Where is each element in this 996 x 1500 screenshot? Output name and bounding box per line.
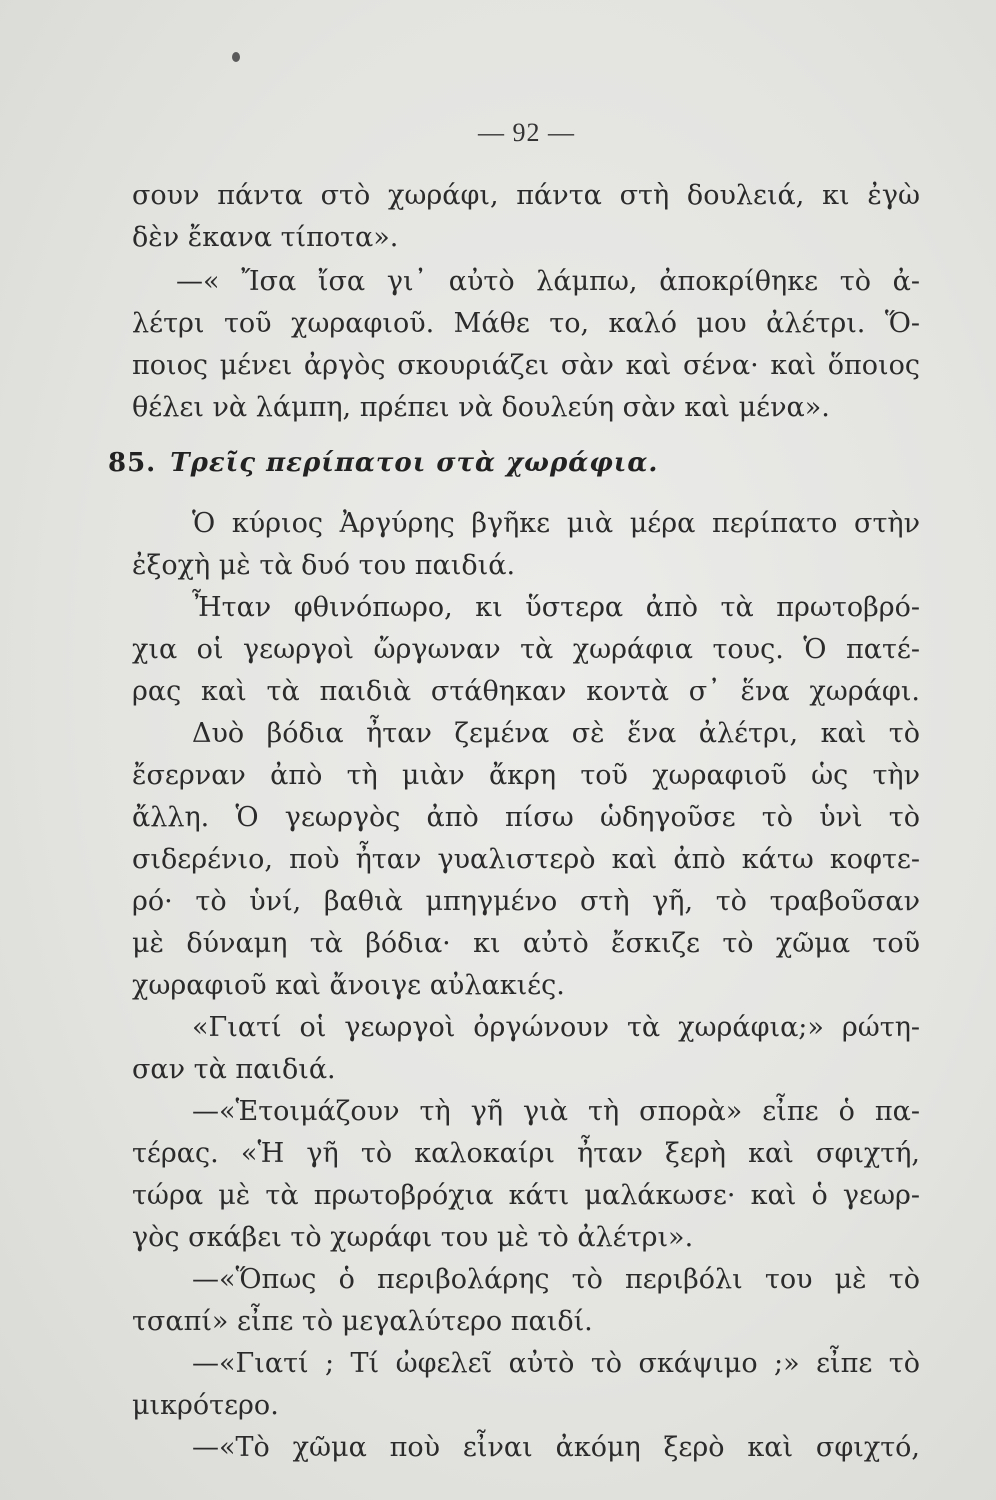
text-line: Δυὸ βόδια ἦταν ζεμένα σὲ ἕνα ἀλέτρι, καὶ τὸ	[192, 718, 920, 749]
text-line: Ἦταν φθινόπωρο, κι ὕστερα ἀπὸ τὰ πρωτοβρό-	[192, 592, 920, 623]
text-line: μικρότερο.	[132, 1390, 279, 1421]
section-title: Τρεῖς περίπατοι στὰ χωράφια.	[170, 448, 659, 478]
section-number: 85.	[108, 448, 157, 478]
text-line: σαν τὰ παιδιά.	[132, 1054, 336, 1085]
text-line: «Γιατί οἱ γεωργοὶ ὀργώνουν τὰ χωράφια;» ρώτη-	[192, 1012, 920, 1043]
text-line: ἄλλη. Ὁ γεωργὸς ἀπὸ πίσω ὡδηγοῦσε τὸ ὑνὶ τὸ	[132, 802, 920, 833]
text-line: —«Γιατί ; Τί ὠφελεῖ αὐτὸ τὸ σκάψιμο ;» εἶπε τὸ	[192, 1348, 920, 1379]
text-line: χωραφιοῦ καὶ ἄνοιγε αὐλακιές.	[132, 970, 565, 1001]
text-line: τσαπί» εἶπε τὸ μεγαλύτερο παιδί.	[132, 1306, 593, 1337]
text-line: λέτρι τοῦ χωραφιοῦ. Μάθε το, καλό μου ἀλέτρι. Ὅ-	[132, 308, 920, 339]
text-line: Ὁ κύριος Ἀργύρης βγῆκε μιὰ μέρα περίπατο στὴν	[192, 508, 920, 539]
text-line: —«Ἑτοιμάζουν τὴ γῆ γιὰ τὴ σπορὰ» εἶπε ὁ πα-	[192, 1096, 920, 1127]
text-line: γὸς σκάβει τὸ χωράφι του μὲ τὸ ἀλέτρι».	[132, 1222, 694, 1253]
text-line: σιδερένιο, ποὺ ἦταν γυαλιστερὸ καὶ ἀπὸ κάτω κοφτε-	[132, 844, 920, 875]
text-line: ἔσερναν ἀπὸ τὴ μιὰν ἄκρη τοῦ χωραφιοῦ ὡς τὴν	[132, 760, 920, 791]
text-line: δὲν ἔκανα τίποτα».	[132, 222, 399, 253]
section-heading	[108, 448, 658, 478]
text-line: μὲ δύναμη τὰ βόδια· κι αὐτὸ ἔσκιζε τὸ χῶμα τοῦ	[132, 928, 920, 959]
text-line: χια οἱ γεωργοὶ ὤργωναν τὰ χωράφια τους. Ὁ πατέ-	[132, 634, 920, 665]
text-line: ποιος μένει ἀργὸς σκουριάζει σὰν καὶ σένα· καὶ ὅποιος	[132, 350, 920, 381]
text-line: τέρας. «Ἡ γῆ τὸ καλοκαίρι ἦταν ξερὴ καὶ σφιχτή,	[132, 1138, 920, 1169]
page-number: — 92 —	[478, 118, 575, 147]
text-line: ρό· τὸ ὑνί, βαθιὰ μπηγμένο στὴ γῆ, τὸ τραβοῦσαν	[132, 886, 920, 917]
ink-spot	[232, 52, 240, 62]
text-line: σουν πάντα στὸ χωράφι, πάντα στὴ δουλειά, κι ἐγὼ	[132, 180, 920, 211]
text-line: ἐξοχὴ μὲ τὰ δυό του παιδιά.	[132, 550, 516, 581]
text-line: θέλει νὰ λάμπη, πρέπει νὰ δουλεύη σὰν καὶ μένα».	[132, 392, 830, 423]
text-line: —« Ἴσα ἴσα γι᾽ αὐτὸ λάμπω, ἀποκρίθηκε τὸ ἀ-	[176, 266, 920, 297]
text-line: τώρα μὲ τὰ πρωτοβρόχια κάτι μαλάκωσε· καὶ ὁ γεωρ-	[132, 1180, 920, 1211]
text-line: ρας καὶ τὰ παιδιὰ στάθηκαν κοντὰ σ᾽ ἕνα χωράφι.	[132, 676, 920, 707]
text-line: —«Τὸ χῶμα ποὺ εἶναι ἀκόμη ξερὸ καὶ σφιχτό,	[192, 1432, 920, 1463]
text-line: —«Ὅπως ὁ περιβολάρης τὸ περιβόλι του μὲ τὸ	[192, 1264, 920, 1295]
